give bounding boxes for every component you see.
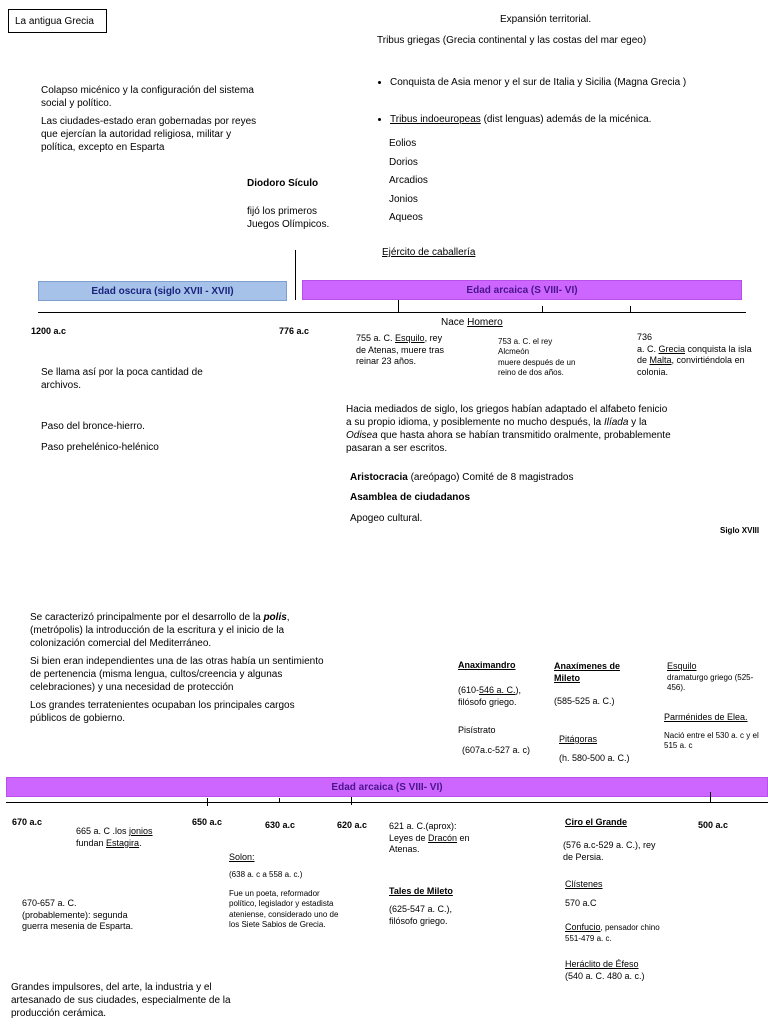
expansion-heading: Expansión territorial. (500, 14, 592, 25)
anaximandro-desc (458, 685, 538, 708)
ev753-line1: 753 a. C. el rey (498, 337, 553, 346)
parmenides-desc: Nació entre el 530 a. c y el 515 a. c (664, 731, 759, 751)
year-776: 776 a.c (279, 326, 310, 336)
ev755-rest: , rey de Atenas, muere tras reinar 23 años. (356, 333, 445, 367)
bar-archaic-age: Edad arcaica (S VIII- VI) (302, 280, 742, 300)
bar-archaic-age-2: Edad arcaica (S VIII- VI) (6, 777, 768, 797)
timeline2-tick (207, 798, 208, 806)
ev621-a: 621 a. C.(aprox): Leyes de (389, 821, 457, 843)
ev736-a: a. C. (637, 343, 659, 354)
aristocracy-note (350, 471, 573, 484)
closing-note: Grandes impulsores, del arte, la industria y el artesanado de sus ciudades, especialmente de la producción cerámica. (11, 982, 231, 1019)
clistenes-date: 570 a.C (565, 898, 597, 908)
pitagoras-name[interactable]: Pitágoras (559, 734, 598, 744)
apogee-note: Apogeo cultural. (350, 513, 423, 524)
tales-desc: (625-547 a. C.), filósofo griego. (389, 904, 453, 926)
ev665-a: 665 a. C .los (76, 826, 130, 836)
century-label: Siglo XVIII (720, 526, 760, 535)
ciro-name[interactable]: Ciro el Grande (565, 817, 628, 827)
section2-p3: Los grandes terratenientes ocupaban los principales cargos públicos de gobierno. (30, 700, 295, 724)
tales-name[interactable]: Tales de Mileto (389, 886, 453, 896)
expansion-bullets (372, 76, 752, 126)
section2-p1-b: ,(metrópolis) la introducción de la escritura y el inicio de la colonización comercial del Mediterráneo. (30, 612, 290, 649)
pisistrato-name: Pisístrato (458, 725, 496, 735)
intro-p1: Colapso micénico y la configuración del sistema social y político. (41, 85, 254, 109)
anaximandro-name[interactable]: Anaximandro (458, 660, 516, 670)
pitagoras-dates: (h. 580-500 a. C.) (559, 753, 630, 763)
tribe-item: Jonios (389, 193, 418, 205)
esquilo-name[interactable]: Esquilo (667, 661, 697, 671)
tribes-rest: (dist lenguas) además de la micénica. (480, 114, 652, 125)
solon-name[interactable]: Solon: (229, 852, 255, 862)
ev665-c: . (139, 837, 142, 848)
ciro-desc: (576 a.c-529 a. C.), rey de Persia. (563, 840, 656, 862)
homer-birth (441, 316, 503, 329)
esquilo-desc: dramaturgo griego (525-456). (667, 673, 754, 693)
event-670: 670-657 a. C. (probablemente): segunda guerra mesenia de Esparta. (22, 898, 134, 932)
pisistrato-dates: (607a.c-527 a. c) (462, 745, 531, 755)
odyssey-title: Odisea (346, 430, 378, 441)
ev753-line2: Alcmeón (498, 347, 530, 357)
dark-note-2: Paso del bronce-hierro. (41, 421, 145, 432)
anaximenes-dates: (585-525 a. C.) (554, 696, 615, 706)
homer-link[interactable]: Homero (467, 317, 503, 328)
anaximandro-link[interactable]: 546 a. C. (479, 685, 516, 695)
section2-p1 (30, 611, 330, 650)
parmenides-name[interactable]: Parménides de Elea. (664, 712, 748, 722)
timeline1-tick (398, 300, 399, 312)
assembly-note: Asamblea de ciudadanos (350, 492, 471, 503)
year-1200: 1200 a.c (31, 326, 67, 336)
tribes-link[interactable]: Tribus indoeuropeas (390, 114, 481, 125)
section2-p2: Si bien eran independientes una de las otras había un sentimiento de pertenencia (misma lengua, cultos/creencia y algunas celebraciones) y una necesidad de protección (30, 656, 324, 693)
bar-dark-age: Edad oscura (siglo XVII - XVII) (38, 281, 287, 301)
aristocracy-rest: (areópago) Comité de 8 magistrados (407, 472, 574, 483)
timeline1-axis (38, 312, 746, 313)
army-note: Ejército de caballería (382, 247, 476, 258)
ev736-b: conquista la isla de (637, 343, 752, 366)
ev755-link[interactable]: Esquilo (395, 333, 425, 343)
timeline1-divider (295, 250, 296, 300)
tribe-item: Aqueos (389, 212, 423, 224)
year-500: 500 a.c (698, 820, 729, 830)
year-650: 650 a.c (192, 817, 223, 827)
heraclito-name[interactable]: Heráclito de Éfeso (565, 959, 639, 969)
ev755-prefix: 755 a. C. (356, 333, 396, 343)
tribe-list (389, 137, 428, 230)
tribe-item: Eolios (389, 138, 417, 149)
clistenes-name[interactable]: Clístenes (565, 879, 603, 889)
alphabet-b: y la (628, 417, 647, 428)
homer-prefix: Nace (441, 317, 468, 328)
anaximandro-a: (610- (458, 685, 480, 695)
polis-term: polis (263, 612, 287, 623)
solon-dates: (638 a. c a 558 a. c.) (229, 870, 303, 879)
confucio-desc: , pensador chino 551-479 a. c. (565, 923, 660, 943)
tribes-line: Tribus griegas (Grecia continental y las costas del mar egeo) (377, 35, 647, 46)
timeline2-tick (279, 798, 280, 803)
tribe-item: Dorios (389, 156, 418, 168)
heraclito-dates: (540 a. C. 480 a. c.) (565, 971, 645, 981)
year-620: 620 a.c (337, 820, 368, 830)
dark-note-1: Se llama así por la poca cantidad de archivos. (41, 367, 203, 391)
tribe-item: Arcadios (389, 175, 428, 187)
ev665-link-jonios[interactable]: jonios (129, 826, 153, 836)
solon-desc: Fue un poeta, reformador político, legislador y estadista ateniense, considerado uno de los Siete Sabios de Grecia. (229, 889, 339, 930)
diodoro-name: Diodoro Sículo (247, 178, 319, 189)
year-670: 670 a.c (12, 817, 43, 827)
ev621-b: en Atenas. (389, 832, 470, 855)
ev665-b: fundan (76, 837, 107, 848)
confucio-note (565, 922, 665, 944)
ev736-link-malta[interactable]: Malta (649, 355, 672, 366)
bullet-tribes (390, 113, 752, 126)
diodoro-text: fijó los primeros Juegos Olímpicos. (247, 206, 330, 230)
alphabet-note (346, 403, 671, 455)
page-title: La antigua Grecia (8, 9, 107, 33)
section2-p1-a: Se caracterizó principalmente por el desarrollo de la (30, 612, 264, 623)
aristocracy-label: Aristocracia (350, 472, 408, 483)
event-755 (356, 333, 448, 368)
event-736 (637, 332, 759, 379)
dark-note-3: Paso prehelénico-helénico (41, 442, 159, 453)
anaximenes-name[interactable]: Anaxímenes de Mileto (554, 661, 621, 683)
iliad-title: Ilíada (603, 417, 629, 428)
anaximandro-b: ), filósofo griego. (458, 685, 522, 707)
bullet-conquest: • Conquista de Asia menor y el sur de Italia y Sicilia (Magna Grecia ) (390, 76, 752, 89)
alphabet-a: Hacia mediados de siglo, los griegos habían adaptado el alfabeto fenicio a su propio idioma, y posiblemente no mucho después, la (346, 404, 668, 428)
ev753-rest: muere después de un reino de dos años. (498, 357, 576, 378)
left-intro (41, 84, 261, 159)
timeline1-tick (542, 306, 543, 312)
ev736-link-grecia[interactable]: Grecia (658, 343, 686, 354)
timeline2-axis (6, 802, 768, 803)
timeline2-tick (351, 797, 352, 805)
year-630: 630 a.c (265, 820, 296, 830)
ev621-link-dracon[interactable]: Dracón (428, 832, 458, 843)
section2-intro (30, 611, 330, 730)
ev665-link-estagira[interactable]: Estagira (106, 837, 140, 848)
confucio-name[interactable]: Confucio (565, 922, 601, 932)
event-753 (498, 337, 588, 379)
alphabet-c: que hasta ahora se habían transmitido oralmente, probablemente pasaran a ser escritos. (346, 430, 671, 454)
timeline2-tick (710, 792, 711, 802)
ev736-c: , convirtiéndola en colonia. (637, 355, 745, 378)
timeline1-tick (630, 306, 631, 312)
intro-p2: Las ciudades-estado eran gobernadas por reyes que ejercían la autoridad religiosa, militar y política, excepto en Esparta (41, 116, 257, 153)
event-621 (389, 821, 479, 856)
ev736-year: 736 (637, 332, 653, 342)
event-665 (76, 826, 166, 849)
